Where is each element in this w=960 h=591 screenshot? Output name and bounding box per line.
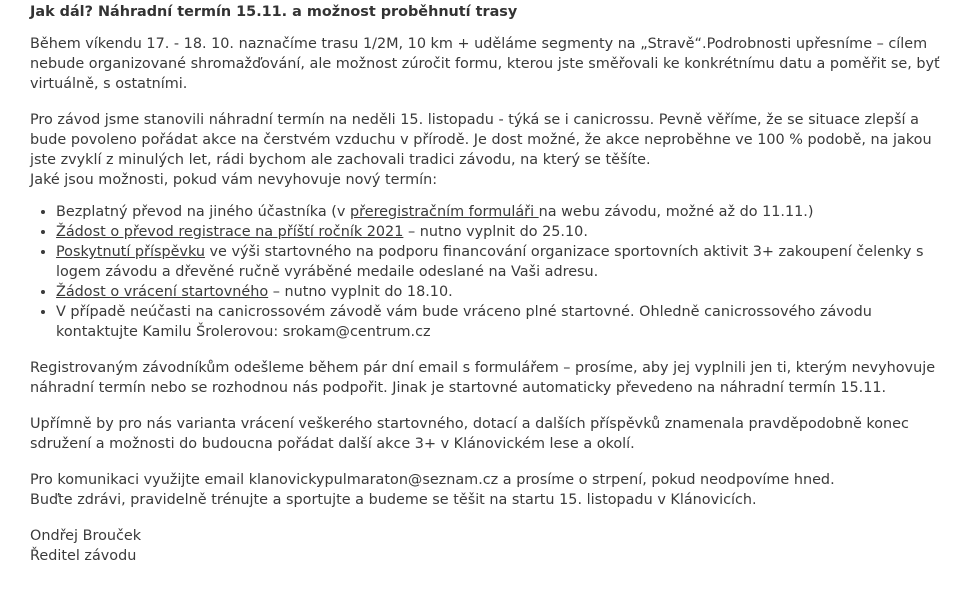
option-item: • Žádost o vrácení startovného – nutno vyplnit do 18.10. [56, 282, 942, 302]
paragraph-new-date [30, 110, 942, 190]
option-item: • Poskytnutí příspěvku ve výši startovného na podporu financování organizace sportovních aktivit 3+ zakoupení čelenky s logem závodu a dřevěné ručně vyráběné medaile odeslané na Vaši adresu. [56, 242, 942, 282]
option-item: • Žádost o převod registrace na příští ročník 2021 – nutno vyplnit do 25.10. [56, 222, 942, 242]
refund-request-link[interactable]: Žádost o vrácení startovného [56, 284, 269, 300]
options-list [30, 202, 942, 342]
article-title: Jak dál? Náhradní termín 15.11. a možnost proběhnutí trasy [30, 4, 518, 20]
option-item: • Bezplatný převod na jiného účastníka (v přeregistračním formuláři na webu závodu, možné až do 11.11.) [56, 202, 942, 222]
paragraph-honest: Upřímně by pro nás varianta vrácení veškerého startovného, dotací a dalších příspěvků znamenala pravděpodobně konec sdružení a možnosti do budoucna pořádat další akce 3+ v Klánovickém lese a okolí. [30, 416, 909, 452]
paragraph-contact [30, 470, 942, 510]
paragraph-registered: Registrovaným závodníkům odešleme během pár dní email s formulářem – prosíme, aby jej vyplnili jen ti, kterým nevyhovuje náhradní termín nebo se rozhodnou nás podpořit. Jinak je startovné automaticky převedeno na náhradní termín 15.11. [30, 360, 936, 396]
signature-role: Ředitel závodu [30, 548, 137, 564]
contact-text: Pro komunikaci využijte email klanovickypulmaraton@seznam.cz a prosíme o strpení, pokud neodpovíme hned. [30, 472, 835, 488]
signature-name: Ondřej Brouček [30, 528, 142, 544]
reregistration-form-link[interactable]: přeregistračním formuláři [349, 204, 539, 220]
paragraph-trail: Během víkendu 17. - 18. 10. naznačíme trasu 1/2M, 10 km + uděláme segmenty na „Stravě“.Podrobnosti upřesníme – cílem nebude organizované shromažďování, ale možnost zúročit formu, kterou jste směřovali ke konkrétnímu datu a poměřit se, byť virtuálně, s ostatními. [30, 36, 940, 92]
closing-text: Buďte zdrávi, pravidelně trénujte a sportujte a budeme se těšit na startu 15. listopadu v Klánovicích. [30, 492, 757, 508]
options-intro: Jaké jsou možnosti, pokud vám nevyhovuje nový termín: [30, 172, 438, 188]
new-date-text: Pro závod jsme stanovili náhradní termín na neděli 15. listopadu - týká se i canicrossu. Pevně věříme, že se situace zlepší a bude povoleno pořádat akce na čerstvém vzduchu v přírodě. Je dost možné, že akce neproběhne ve 100 % podobě, na jakou jste zvyklí z minulých let, rádi bychom ale zachovali tradici závodu, na který se těšíte. [30, 112, 932, 168]
option-item: • V případě neúčasti na canicrossovém závodě vám bude vráceno plné startovné. Ohledně canicrossového závodu kontaktujte Kamilu Šrolerovou: srokam@centrum.cz [56, 302, 942, 342]
contribution-link[interactable]: Poskytnutí příspěvku [56, 244, 205, 260]
transfer-registration-link[interactable]: Žádost o převod registrace na příští ročník 2021 [56, 224, 404, 240]
signature [30, 526, 942, 566]
